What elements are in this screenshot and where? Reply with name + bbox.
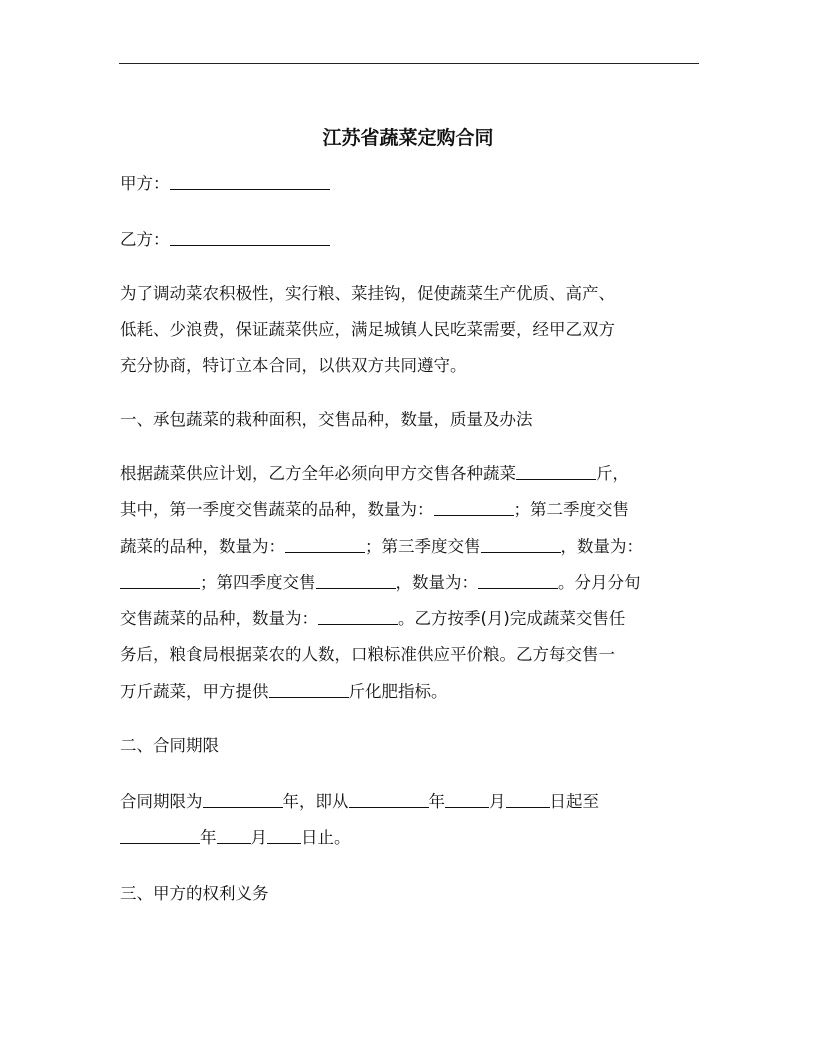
party-b-line	[120, 230, 330, 250]
section-3-heading: 三、甲方的权利义务	[120, 884, 269, 903]
intro-line-1: 为了调动菜农积极性，实行粮、菜挂钩，促使蔬菜生产优质、高产、	[120, 284, 615, 303]
party-a-label: 甲方：	[120, 174, 170, 193]
section-1-line-1	[120, 464, 629, 484]
document-title: 江苏省蔬菜定购合同	[322, 127, 494, 149]
annual-quantity-blank[interactable]	[516, 465, 596, 480]
text-span: 日止。	[301, 828, 351, 847]
text-span: 日起至	[549, 792, 599, 811]
text-span: ，数量为：	[560, 537, 643, 556]
text-span: 斤化肥指标。	[348, 682, 448, 701]
q4-variety-blank[interactable]	[316, 574, 396, 589]
text-span: 。分月分旬	[558, 573, 641, 592]
text-span: 万斤蔬菜，甲方提供	[120, 682, 269, 701]
text-span: 合同期限为	[120, 792, 203, 811]
text-span: ，数量为：	[395, 573, 478, 592]
party-b-label: 乙方：	[120, 230, 170, 249]
text-span: 年	[200, 828, 217, 847]
section-2-line-2	[120, 828, 351, 848]
section-2-heading: 二、合同期限	[120, 736, 219, 755]
text-span: 月	[489, 792, 506, 811]
monthly-blank[interactable]	[318, 610, 398, 625]
end-year-blank[interactable]	[120, 829, 200, 844]
section-1-line-2	[120, 500, 629, 520]
q1-blank[interactable]	[434, 501, 514, 516]
text-span: 交售蔬菜的品种，数量为：	[120, 609, 318, 628]
q3-quantity-blank[interactable]	[120, 574, 200, 589]
header-rule	[119, 63, 699, 64]
party-b-blank[interactable]	[170, 231, 330, 246]
q4-quantity-blank[interactable]	[478, 574, 558, 589]
text-span: 年，即从	[282, 792, 349, 811]
text-span: ；第四季度交售	[200, 573, 316, 592]
end-day-blank[interactable]	[267, 829, 301, 844]
start-day-blank[interactable]	[506, 793, 550, 808]
party-a-line	[120, 174, 330, 194]
q3-variety-blank[interactable]	[481, 538, 561, 553]
text-span: 月	[250, 828, 267, 847]
text-span: 根据蔬菜供应计划，乙方全年必须向甲方交售各种蔬菜	[120, 464, 516, 483]
intro-line-2: 低耗、少浪费，保证蔬菜供应，满足城镇人民吃菜需要，经甲乙双方	[120, 320, 615, 339]
section-1-line-3	[120, 537, 643, 557]
text-span: ；第二季度交售	[513, 500, 629, 519]
text-span: 。乙方按季(月)完成蔬菜交售任	[398, 609, 626, 628]
section-1-line-4	[120, 573, 641, 593]
intro-line-3: 充分协商，特订立本合同，以供双方共同遵守。	[120, 356, 467, 375]
term-years-blank[interactable]	[203, 793, 283, 808]
text-span: ；第三季度交售	[365, 537, 481, 556]
section-1-line-6: 务后，粮食局根据菜农的人数，口粮标准供应平价粮。乙方每交售一	[120, 645, 615, 664]
fertilizer-blank[interactable]	[269, 683, 349, 698]
start-month-blank[interactable]	[445, 793, 489, 808]
text-span: 其中，第一季度交售蔬菜的品种，数量为：	[120, 500, 434, 519]
q2-blank[interactable]	[285, 538, 365, 553]
end-month-blank[interactable]	[217, 829, 251, 844]
section-1-heading: 一、承包蔬菜的栽种面积，交售品种，数量，质量及办法	[120, 410, 533, 429]
section-1-line-5	[120, 609, 625, 629]
party-a-blank[interactable]	[170, 175, 330, 190]
start-year-blank[interactable]	[349, 793, 429, 808]
section-2-line-1	[120, 792, 599, 812]
text-span: 斤，	[596, 464, 629, 483]
section-1-line-7	[120, 682, 448, 702]
text-span: 年	[428, 792, 445, 811]
text-span: 蔬菜的品种，数量为：	[120, 537, 285, 556]
